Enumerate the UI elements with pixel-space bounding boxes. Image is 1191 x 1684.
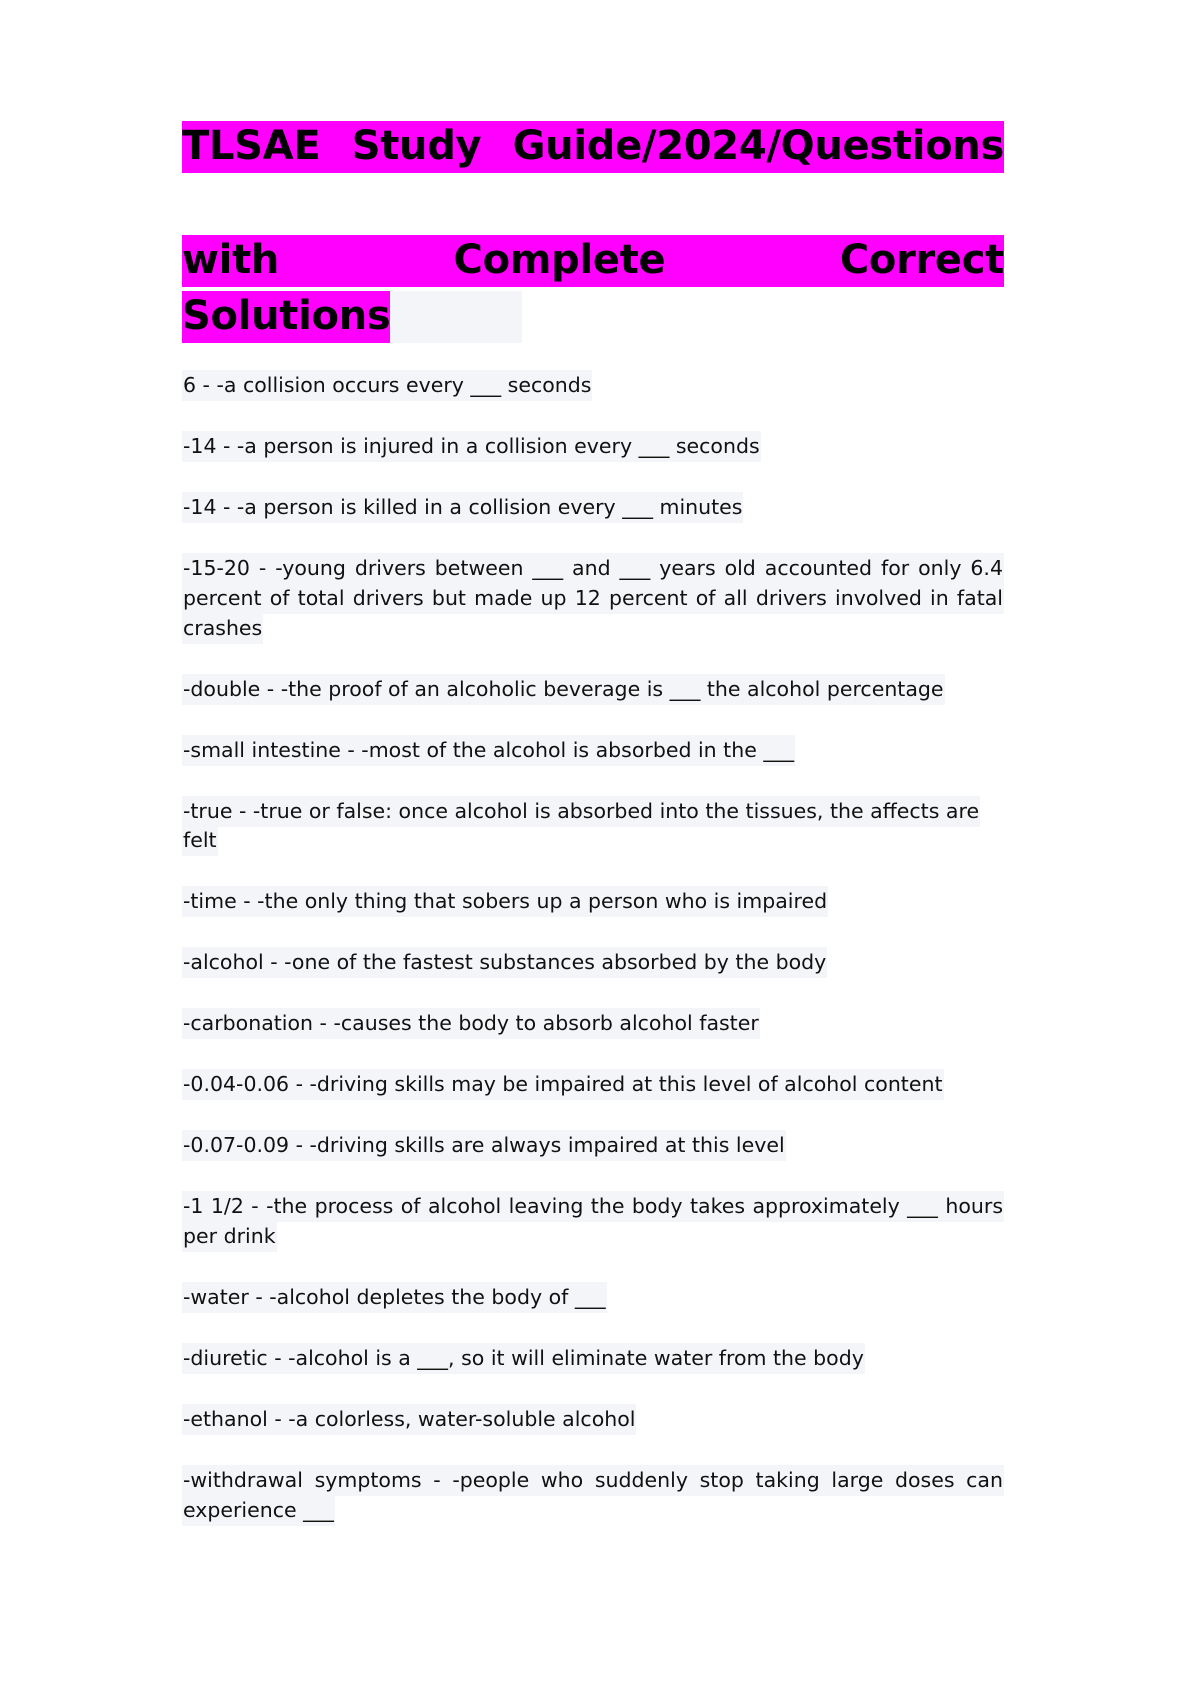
study-guide-entry-text: -0.04-0.06 - -driving skills may be impaired at this level of alcohol content — [182, 1069, 944, 1100]
study-guide-entry-text: -15-20 - -young drivers between ___ and ___ years old accounted for only 6.4 percent of total drivers but made up 12 percent of all drivers involved in fatal crashes — [182, 553, 1004, 644]
study-guide-entry-text: -carbonation - -causes the body to absorb alcohol faster — [182, 1008, 760, 1039]
study-guide-entry-text: -time - -the only thing that sobers up a person who is impaired — [182, 886, 828, 917]
study-guide-entry-text: -double - -the proof of an alcoholic beverage is ___ the alcohol percentage — [182, 674, 945, 705]
study-guide-entry — [182, 1466, 1004, 1526]
study-guide-entry — [182, 1009, 1004, 1039]
page-title-line-2 — [182, 235, 1004, 344]
study-guide-entry-text: -alcohol - -one of the fastest substances absorbed by the body — [182, 947, 827, 978]
study-guide-entry-text: -14 - -a person is killed in a collision every ___ minutes — [182, 492, 743, 523]
study-guide-entry — [182, 432, 1004, 462]
page-title — [182, 118, 1004, 345]
study-guide-entry-text: -ethanol - -a colorless, water-soluble alcohol — [182, 1404, 636, 1435]
study-guide-entry-text: -true - -true or false: once alcohol is absorbed into the tissues, the affects are felt — [182, 796, 980, 857]
study-guide-entry — [182, 1070, 1004, 1100]
study-guide-entry-text: -0.07-0.09 - -driving skills are always impaired at this level — [182, 1130, 786, 1161]
study-guide-entry — [182, 371, 1004, 401]
study-guide-entry — [182, 797, 1004, 857]
page-title-line-1 — [182, 118, 1004, 232]
study-guide-entry-text: -14 - -a person is injured in a collision every ___ seconds — [182, 431, 761, 462]
study-guide-entry — [182, 736, 1004, 766]
study-guide-entry — [182, 554, 1004, 644]
document-content — [182, 118, 1004, 1556]
study-guide-entry — [182, 1344, 1004, 1374]
study-guide-entry-text: 6 - -a collision occurs every ___ seconds — [182, 370, 592, 401]
study-guide-entry-text: -small intestine - -most of the alcohol is absorbed in the ___ — [182, 735, 795, 766]
study-guide-entry — [182, 887, 1004, 917]
study-guide-entry — [182, 1131, 1004, 1161]
page-title-trailing-highlight — [390, 291, 522, 343]
study-guide-entry — [182, 493, 1004, 523]
study-guide-entry-text: -withdrawal symptoms - -people who suddenly stop taking large doses can experience ___ — [182, 1465, 1004, 1526]
study-guide-entry-text: -diuretic - -alcohol is a ___, so it will eliminate water from the body — [182, 1343, 865, 1374]
study-guide-entry — [182, 675, 1004, 705]
study-guide-entry — [182, 948, 1004, 978]
study-guide-entry-list — [182, 371, 1004, 1525]
page-title-line-1-text: TLSAE Study Guide/2024/Questions — [182, 121, 1004, 173]
study-guide-entry-text: -1 1/2 - -the process of alcohol leaving the body takes approximately ___ hours per drink — [182, 1191, 1004, 1252]
study-guide-entry — [182, 1192, 1004, 1252]
study-guide-entry — [182, 1283, 1004, 1313]
study-guide-entry — [182, 1405, 1004, 1435]
study-guide-entry-text: -water - -alcohol depletes the body of ___ — [182, 1282, 607, 1313]
page-title-line-2-text: with Complete Correct Solutions — [182, 235, 1004, 344]
